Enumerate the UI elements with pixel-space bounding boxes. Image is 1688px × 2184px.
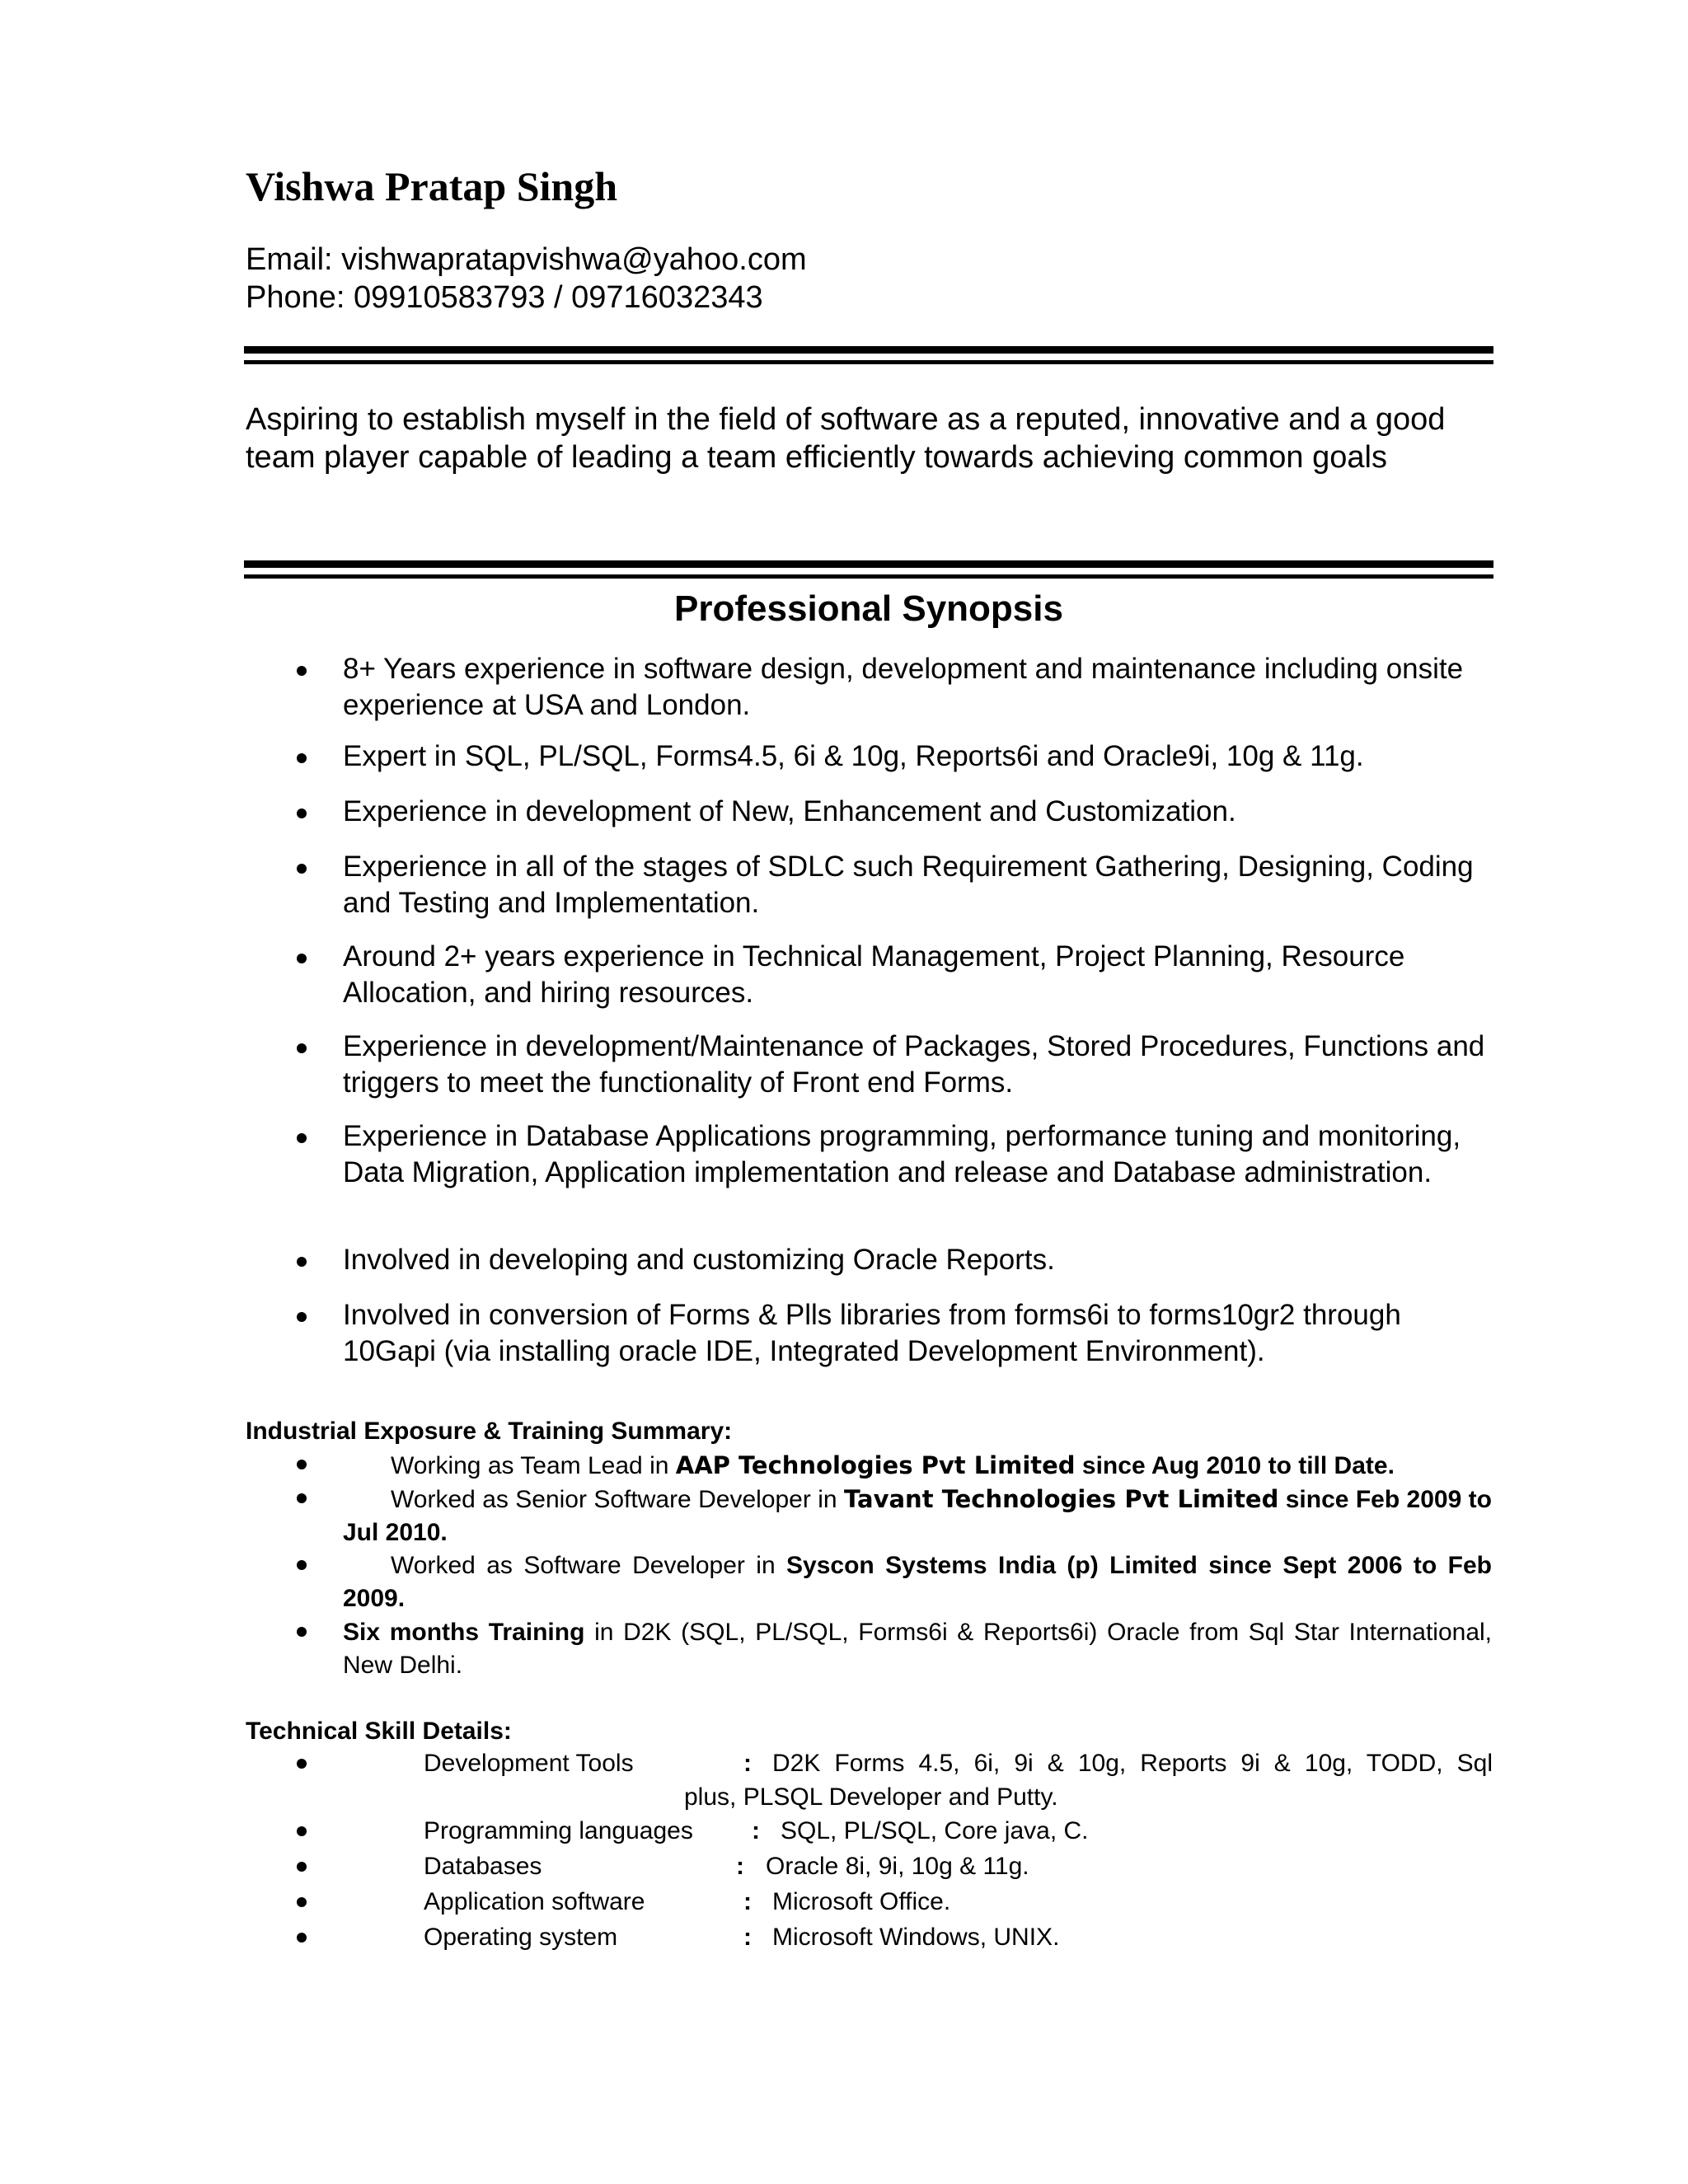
skill-value: Microsoft Windows, UNIX. bbox=[772, 1924, 1060, 1951]
bullet-icon bbox=[297, 864, 307, 874]
candidate-name: Vishwa Pratap Singh bbox=[246, 163, 618, 209]
list-item: Six months Training in D2K (SQL, PL/SQL, Forms6i & Reports6i) Oracle from Sql Star International, New Delhi. bbox=[343, 1619, 1492, 1679]
list-item: Experience in all of the stages of SDLC such Requirement Gathering, Designing, Coding and Testing and Implementation. bbox=[343, 851, 1474, 919]
bullet-icon bbox=[297, 1560, 307, 1570]
section-heading-exposure: Industrial Exposure & Training Summary: bbox=[246, 1418, 733, 1445]
bullet-icon bbox=[297, 954, 307, 963]
list-item: Worked as Senior Software Developer in Tavant Technologies Pvt Limited since Feb 2009 to Jul 2010. bbox=[343, 1485, 1492, 1546]
bullet-icon bbox=[297, 753, 307, 763]
career-objective: Aspiring to establish myself in the field of software as a reputed, innovative and a good team player capable of leading a team efficiently towards achieving common goals bbox=[246, 402, 1446, 475]
skill-value-continued: plus, PLSQL Developer and Putty. bbox=[684, 1783, 1058, 1811]
skill-colon: : bbox=[736, 1853, 744, 1880]
skill-label: Application software bbox=[424, 1888, 645, 1915]
skill-value: D2K Forms 4.5, 6i, 9i & 10g, Reports 9i & 10g, TODD, Sql bbox=[772, 1750, 1493, 1777]
skill-value: Microsoft Office. bbox=[772, 1888, 951, 1915]
skill-colon: : bbox=[743, 1924, 752, 1951]
list-item: Experience in development/Maintenance of Packages, Stored Procedures, Functions and triggers to meet the functionality of Front end Forms. bbox=[343, 1030, 1485, 1099]
bullet-icon bbox=[297, 1460, 307, 1469]
list-item: Involved in conversion of Forms & Plls libraries from forms6i to forms10gr2 through 10Gapi (via installing oracle IDE, Integrated Development Environment). bbox=[343, 1299, 1401, 1367]
skill-label: Operating system bbox=[424, 1924, 618, 1951]
bullet-icon bbox=[297, 808, 307, 818]
skill-value: Oracle 8i, 9i, 10g & 11g. bbox=[766, 1853, 1029, 1880]
bullet-icon bbox=[297, 1759, 307, 1769]
divider-thin bbox=[244, 360, 1493, 364]
bullet-icon bbox=[297, 1627, 307, 1637]
section-heading-synopsis: Professional Synopsis bbox=[674, 588, 1063, 629]
bullet-icon bbox=[297, 1043, 307, 1053]
skill-label: Programming languages bbox=[424, 1817, 693, 1844]
bullet-icon bbox=[297, 1133, 307, 1143]
divider-thick bbox=[244, 346, 1493, 354]
bullet-icon bbox=[297, 1933, 307, 1943]
phone-line: Phone: 09910583793 / 09716032343 bbox=[246, 280, 763, 315]
list-item: Expert in SQL, PL/SQL, Forms4.5, 6i & 10g, Reports6i and Oracle9i, 10g & 11g. bbox=[343, 740, 1364, 772]
bullet-icon bbox=[297, 1493, 307, 1503]
list-item: 8+ Years experience in software design, development and maintenance including onsite experience at USA and London. bbox=[343, 653, 1464, 721]
skill-value: SQL, PL/SQL, Core java, C. bbox=[781, 1817, 1089, 1844]
skill-colon: : bbox=[743, 1888, 752, 1915]
skill-label: Development Tools bbox=[424, 1750, 634, 1777]
email-line: Email: vishwapratapvishwa@yahoo.com bbox=[246, 242, 807, 277]
skill-colon: : bbox=[752, 1817, 760, 1844]
bullet-icon bbox=[297, 1312, 307, 1322]
divider-thin bbox=[244, 574, 1493, 579]
divider-thick bbox=[244, 560, 1493, 568]
list-item: Experience in development of New, Enhancement and Customization. bbox=[343, 795, 1236, 827]
bullet-icon bbox=[297, 666, 307, 676]
section-heading-skills: Technical Skill Details: bbox=[246, 1718, 512, 1745]
skill-colon: : bbox=[743, 1750, 752, 1777]
bullet-icon bbox=[297, 1257, 307, 1267]
list-item: Experience in Database Applications programming, performance tuning and monitoring, Data Migration, Application implementation and release and Database administration. bbox=[343, 1120, 1461, 1188]
list-item: Worked as Software Developer in Syscon Systems India (p) Limited since Sept 2006 to Feb 2009. bbox=[343, 1552, 1492, 1612]
bullet-icon bbox=[297, 1862, 307, 1872]
list-item: Involved in developing and customizing Oracle Reports. bbox=[343, 1244, 1055, 1276]
list-item: Working as Team Lead in AAP Technologies Pvt Limited since Aug 2010 to till Date. bbox=[391, 1451, 1395, 1479]
list-item: Around 2+ years experience in Technical Management, Project Planning, Resource Allocation, and hiring resources. bbox=[343, 940, 1405, 1009]
bullet-icon bbox=[297, 1826, 307, 1836]
skill-label: Databases bbox=[424, 1853, 542, 1880]
bullet-icon bbox=[297, 1897, 307, 1907]
